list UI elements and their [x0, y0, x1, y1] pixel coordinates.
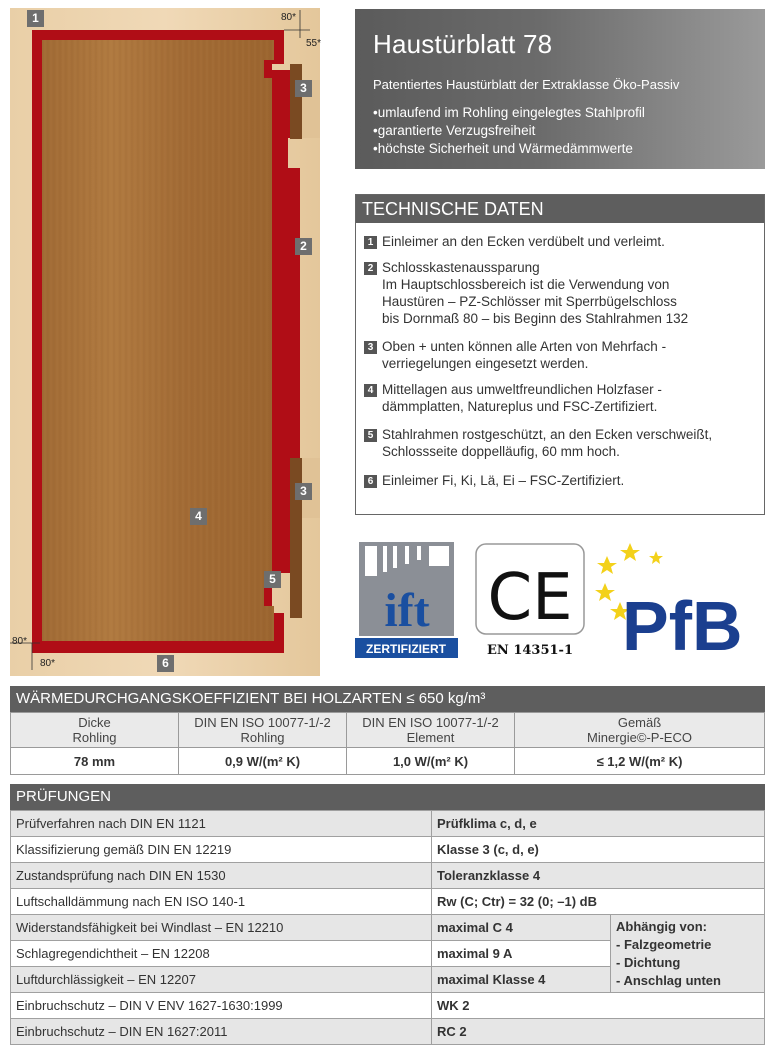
u-value-cell: 1,0 W/(m² K) — [347, 748, 515, 775]
test-label: Einbruchschutz – DIN V ENV 1627-1630:1999 — [11, 993, 432, 1019]
table-row — [11, 915, 765, 941]
tech-item-text: Schlossseite doppelläufig, 60 mm hoch. — [382, 444, 620, 459]
tech-item-number: 1 — [364, 236, 377, 249]
header-line: Minergie©-P-ECO — [587, 730, 692, 745]
test-value: WK 2 — [432, 993, 765, 1019]
dimension-label-right: 55* — [306, 38, 322, 49]
table-row — [11, 863, 765, 889]
u-value-cell: 78 mm — [11, 748, 179, 775]
ce-logo-label: EN 14351-1 — [487, 643, 573, 658]
dimension-label-bottom-side: 80* — [12, 636, 28, 647]
tech-item-number: 4 — [364, 384, 377, 397]
pfb-logo-text: PfB — [622, 587, 743, 658]
u-value-header-cell — [515, 713, 765, 748]
tech-item-text: dämmplatten, Natureplus und FSC-Zertifiziert. — [382, 399, 658, 414]
header-line: Gemäß — [617, 715, 662, 730]
tech-item-text: Im Hauptschlossbereich ist die Verwendung von — [382, 277, 670, 292]
ift-logo-text: ift — [384, 584, 430, 637]
diagram-badge-3-top: 3 — [295, 80, 312, 97]
header-line: Rohling — [72, 730, 117, 745]
dependency-note-item: - Anschlag unten — [616, 973, 721, 988]
table-row — [11, 993, 765, 1019]
test-value: Toleranzklasse 4 — [432, 863, 765, 889]
tech-item-text: Haustüren – PZ-Schlösser mit Sperrbügelschloss — [382, 294, 677, 309]
diagram-badge-3-bottom: 3 — [295, 483, 312, 500]
u-value-table — [10, 712, 765, 775]
header-line: DIN EN ISO 10077-1/-2 — [362, 715, 499, 730]
u-value-header-cell — [11, 713, 179, 748]
test-label: Luftdurchlässigkeit – EN 12207 — [11, 967, 432, 993]
table-row — [11, 889, 765, 915]
tech-item-2 — [364, 259, 757, 327]
tech-item-text: verriegelungen eingesetzt werden. — [382, 356, 589, 371]
u-value-cell: ≤ 1,2 W/(m² K) — [515, 748, 765, 775]
table-row — [11, 1019, 765, 1045]
pfb-logo — [592, 540, 760, 658]
tech-item-number: 2 — [364, 262, 377, 275]
test-label: Zustandsprüfung nach DIN EN 1530 — [11, 863, 432, 889]
dimension-label-bottom: 80* — [40, 658, 56, 669]
product-subtitle: Patentiertes Haustürblatt der Extraklasse Öko-Passiv — [373, 77, 680, 92]
tests-table — [10, 810, 765, 1045]
tech-item-text: Mittellagen aus umweltfreundlichen Holzfaser - — [382, 382, 662, 397]
u-value-header-cell — [347, 713, 515, 748]
test-value: maximal Klasse 4 — [432, 967, 611, 993]
test-label: Einbruchschutz – DIN EN 1627:2011 — [11, 1019, 432, 1045]
tech-item-text: Oben + unten können alle Arten von Mehrfach - — [382, 339, 667, 354]
tech-item-text: Schlosskastenaussparung — [382, 260, 540, 275]
test-label: Prüfverfahren nach DIN EN 1121 — [11, 811, 432, 837]
u-value-cell: 0,9 W/(m² K) — [179, 748, 347, 775]
tech-item-number: 3 — [364, 341, 377, 354]
dependency-note-item: - Falzgeometrie — [616, 937, 712, 952]
tech-item-6 — [364, 472, 757, 489]
diagram-badge-5: 5 — [264, 571, 281, 588]
test-value: Klasse 3 (c, d, e) — [432, 837, 765, 863]
tech-item-4 — [364, 381, 757, 415]
test-label: Schlagregendichtheit – EN 12208 — [11, 941, 432, 967]
tech-item-text: Stahlrahmen rostgeschützt, an den Ecken verschweißt, — [382, 427, 713, 442]
door-diagram — [10, 8, 320, 676]
dependency-note-item: - Dichtung — [616, 955, 681, 970]
feature-list — [373, 104, 645, 158]
diagram-badge-2: 2 — [295, 238, 312, 255]
test-value: maximal C 4 — [432, 915, 611, 941]
diagram-badge-1: 1 — [27, 10, 44, 27]
test-value: RC 2 — [432, 1019, 765, 1045]
feature-item: • garantierte Verzugsfreiheit — [373, 122, 645, 140]
product-title: Haustürblatt 78 — [373, 29, 553, 59]
ce-logo-text: CE — [487, 561, 573, 635]
tech-item-5 — [364, 426, 757, 460]
feature-item: • umlaufend im Rohling eingelegtes Stahlprofil — [373, 104, 645, 122]
u-value-row — [11, 748, 765, 775]
test-label: Widerstandsfähigkeit bei Windlast – EN 12210 — [11, 915, 432, 941]
dependency-note-title: Abhängig von: — [616, 919, 707, 934]
test-value: Rw (C; Ctr) = 32 (0; –1) dB — [432, 889, 765, 915]
technical-data-title: TECHNISCHE DATEN — [356, 195, 764, 223]
tests-section-title: PRÜFUNGEN — [10, 784, 765, 810]
table-row — [11, 811, 765, 837]
product-header — [355, 9, 765, 169]
tech-item-1 — [364, 233, 757, 250]
ift-certified-logo — [355, 540, 458, 658]
dimension-label-top: 80* — [281, 12, 297, 23]
tech-item-text: Einleimer Fi, Ki, Lä, Ei – FSC-Zertifiziert. — [382, 473, 625, 488]
feature-item: • höchste Sicherheit und Wärmedämmwerte — [373, 140, 645, 158]
tech-item-text: bis Dornmaß 80 – bis Beginn des Stahlrahmen 132 — [382, 311, 689, 326]
dependency-note — [611, 915, 765, 993]
u-value-header-row — [11, 713, 765, 748]
header-line: Element — [406, 730, 455, 745]
header-line: Rohling — [240, 730, 285, 745]
u-value-header-cell — [179, 713, 347, 748]
header-line: Dicke — [78, 715, 111, 730]
pfb-logo-graphic — [592, 540, 760, 658]
test-value: Prüfklima c, d, e — [432, 811, 765, 837]
ce-logo-graphic — [475, 543, 587, 658]
test-label: Klassifizierung gemäß DIN EN 12219 — [11, 837, 432, 863]
tech-item-text: Einleimer an den Ecken verdübelt und verleimt. — [382, 234, 665, 249]
test-label: Luftschalldämmung nach EN ISO 140-1 — [11, 889, 432, 915]
technical-data-panel — [355, 194, 765, 515]
u-value-section-title: WÄRMEDURCHGANGSKOEFFIZIENT BEI HOLZARTEN ≤ 650 kg/m³ — [10, 686, 765, 712]
tech-item-number: 5 — [364, 429, 377, 442]
tech-item-3 — [364, 338, 757, 372]
header-line: DIN EN ISO 10077-1/-2 — [194, 715, 331, 730]
table-row — [11, 837, 765, 863]
diagram-badge-4: 4 — [190, 508, 207, 525]
ift-logo-graphic — [355, 540, 458, 658]
tech-item-number: 6 — [364, 475, 377, 488]
test-value: maximal 9 A — [432, 941, 611, 967]
diagram-badge-6: 6 — [157, 655, 174, 672]
ift-logo-label: ZERTIFIZIERT — [366, 642, 446, 656]
ce-mark-logo — [475, 543, 587, 658]
